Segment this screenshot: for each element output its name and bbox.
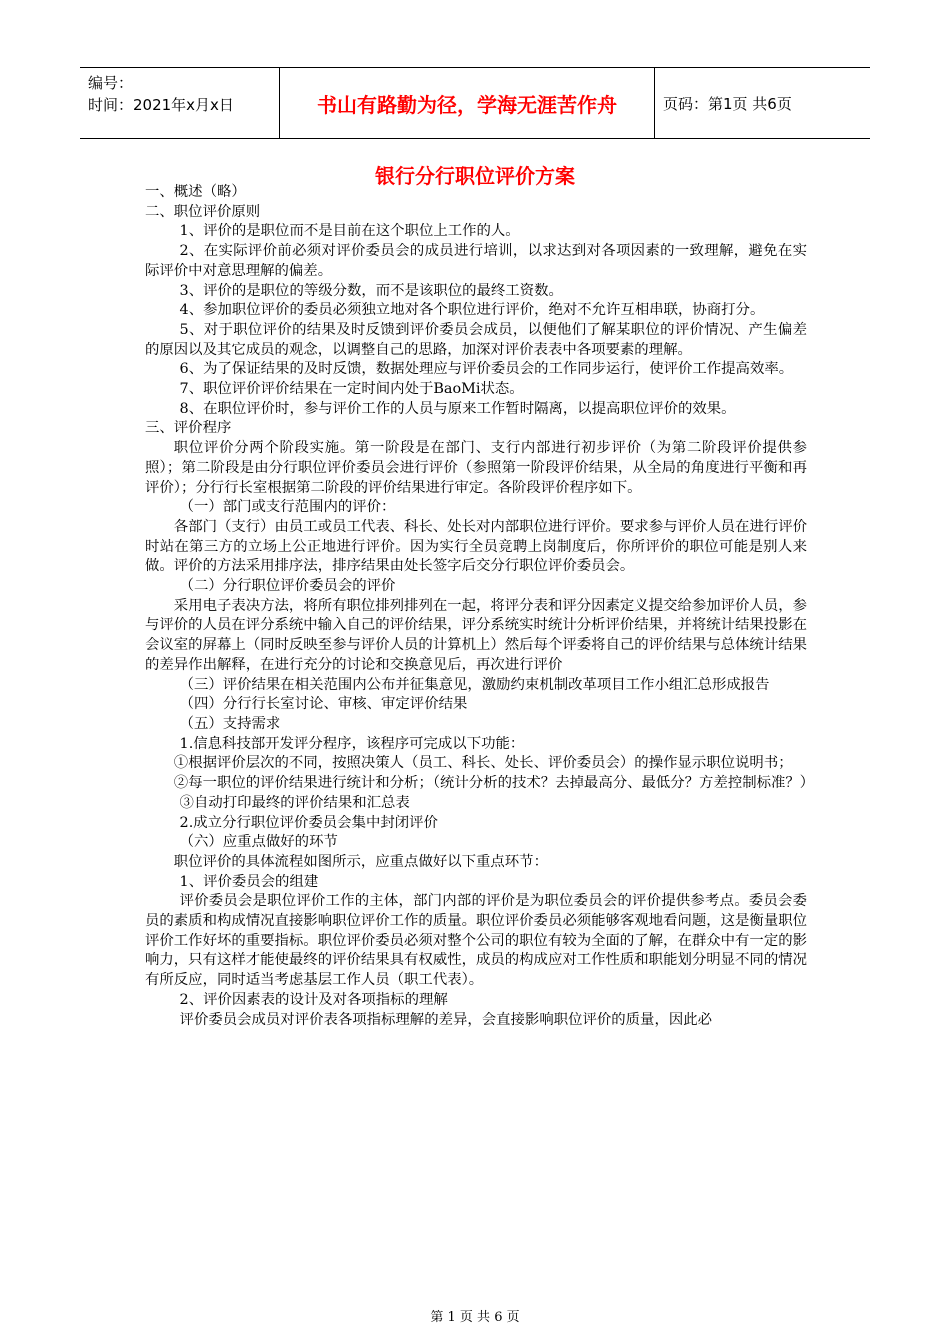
code-label: 编号： [88,74,134,92]
paragraph: （三）评价结果在相关范围内公布并征集意见，激励约束机制改革项目工作小组汇总形成报告 [179,676,770,693]
paragraph: （五）支持需求 [179,715,281,732]
paragraph: 职位评价的具体流程如图所示，应重点做好以下重点环节： [173,853,548,870]
document-header [80,67,870,139]
paragraph: 2、在实际评价前必须对评价委员会的成员进行培训，以求达到对各项因素的一致理解，避免在实际评价中对意思理解的偏差。 [145,243,807,279]
header-motto: 书山有路勤为径，学海无涯苦作舟 [280,68,655,138]
paragraph: （六）应重点做好的环节 [179,834,338,851]
header-meta [80,68,280,138]
document-body [145,183,815,1030]
paragraph: （二）分行职位评价委员会的评价 [179,578,396,595]
page-footer: 第 1 页 共 6 页 [430,1310,520,1325]
paragraph: 采用电子表决方法，将所有职位排列排列在一起，将评分表和评分因素定义提交给参加评价人员，参与评价的人员在评分系统中输入自己的评价结果，评分系统实时统计分析评价结果，并将统计结果投影在会议室的屏幕上（同时反映至参与评价人员的计算机上）然后每个评委将自己的评价结果与总体统计结果的差异作出解释，在进行充分的讨论和交换意见后，再次进行评价 [145,597,807,673]
paragraph: （一）部门或支行范围内的评价： [179,499,396,516]
paragraph: 评价委员会是职位评价工作的主体，部门内部的评价是为职位委员会的评价提供参考点。委员会委员的素质和构成情况直接影响职位评价工作的质量。职位评价委员必须能够客观地看问题，这是衡量职位评价工作好坏的重要指标。职位评价委员必须对整个公司的职位有较为全面的了解，在群众中有一定的影响力，只有这样才能使最终的评价结果具有权威性，成员的构成应对工作性质和职能划分明显不同的情况有所反应，同时适当考虑基层工作人员（职工代表）。 [145,893,807,989]
paragraph: 一、概述（略） [145,184,246,200]
paragraph: 7、职位评价评价结果在一定时间内处于BaoMi状态。 [179,381,524,398]
paragraph: 职位评价分两个阶段实施。第一阶段是在部门、支行内部进行初步评价（为第二阶段评价提供参照）；第二阶段是由分行职位评价委员会进行评价（参照第一阶段评价结果，从全局的角度进行平衡和再评价）；分行行长室根据第二阶段的评价结果进行审定。各阶段评价程序如下。 [145,440,807,496]
paragraph: 3、评价的是职位的等级分数，而不是该职位的最终工资数。 [179,282,563,299]
paragraph: 5、对于职位评价的结果及时反馈到评价委员会成员，以便他们了解某职位的评价情况、产生偏差的原因以及其它成员的观念，以调整自己的思路，加深对评价表表中各项要素的理解。 [145,321,807,358]
paragraph: 6、为了保证结果的及时反馈，数据处理应与评价委员会的工作同步运行，使评价工作提高效率。 [179,361,794,378]
paragraph: ①根据评价层次的不同，按照决策人（员工、科长、处长、评价委员会）的操作显示职位说明书； [173,755,793,772]
paragraph: 1、评价委员会的组建 [179,873,319,890]
paragraph: 4、参加职位评价的委员必须独立地对各个职位进行评价，绝对不允许互相串联，协商打分。 [179,302,765,319]
paragraph: ③自动打印最终的评价结果和汇总表 [179,794,410,811]
paragraph: 8、在职位评价时，参与评价工作的人员与原来工作暂时隔离，以提高职位评价的效果。 [179,400,736,417]
paragraph: 三、评价程序 [145,420,232,437]
paragraph: 1、评价的是职位而不是目前在这个职位上工作的人。 [179,223,520,240]
paragraph: ②每一职位的评价结果进行统计和分析；（统计分析的技术？去掉最高分、最低分？方差控制标准？） [173,775,815,792]
paragraph: 2.成立分行职位评价委员会集中封闭评价 [179,814,438,831]
paragraph: 二、职位评价原则 [145,203,261,220]
paragraph: 评价委员会成员对评价表各项指标理解的差异，会直接影响职位评价的质量，因此必 [179,1011,713,1028]
paragraph: 2、评价因素表的设计及对各项指标的理解 [179,991,448,1008]
paragraph: 1.信息科技部开发评分程序，该程序可完成以下功能： [179,735,525,752]
document-title: 银行分行职位评价方案 [375,164,575,188]
header-page-info: 页码：第1页 共6页 [663,94,792,113]
date-label: 时间：2021年x月x日 [88,96,234,114]
paragraph: 各部门（支行）由员工或员工代表、科长、处长对内部职位进行评价。要求参与评价人员在进行评价时站在第三方的立场上公正地进行评价。因为实行全员竞聘上岗制度后，你所评价的职位可能是别人来做。评价的方法采用排序法，排序结果由处长签字后交分行职位评价委员会。 [145,518,807,575]
paragraph: （四）分行行长室讨论、审核、审定评价结果 [179,696,468,713]
